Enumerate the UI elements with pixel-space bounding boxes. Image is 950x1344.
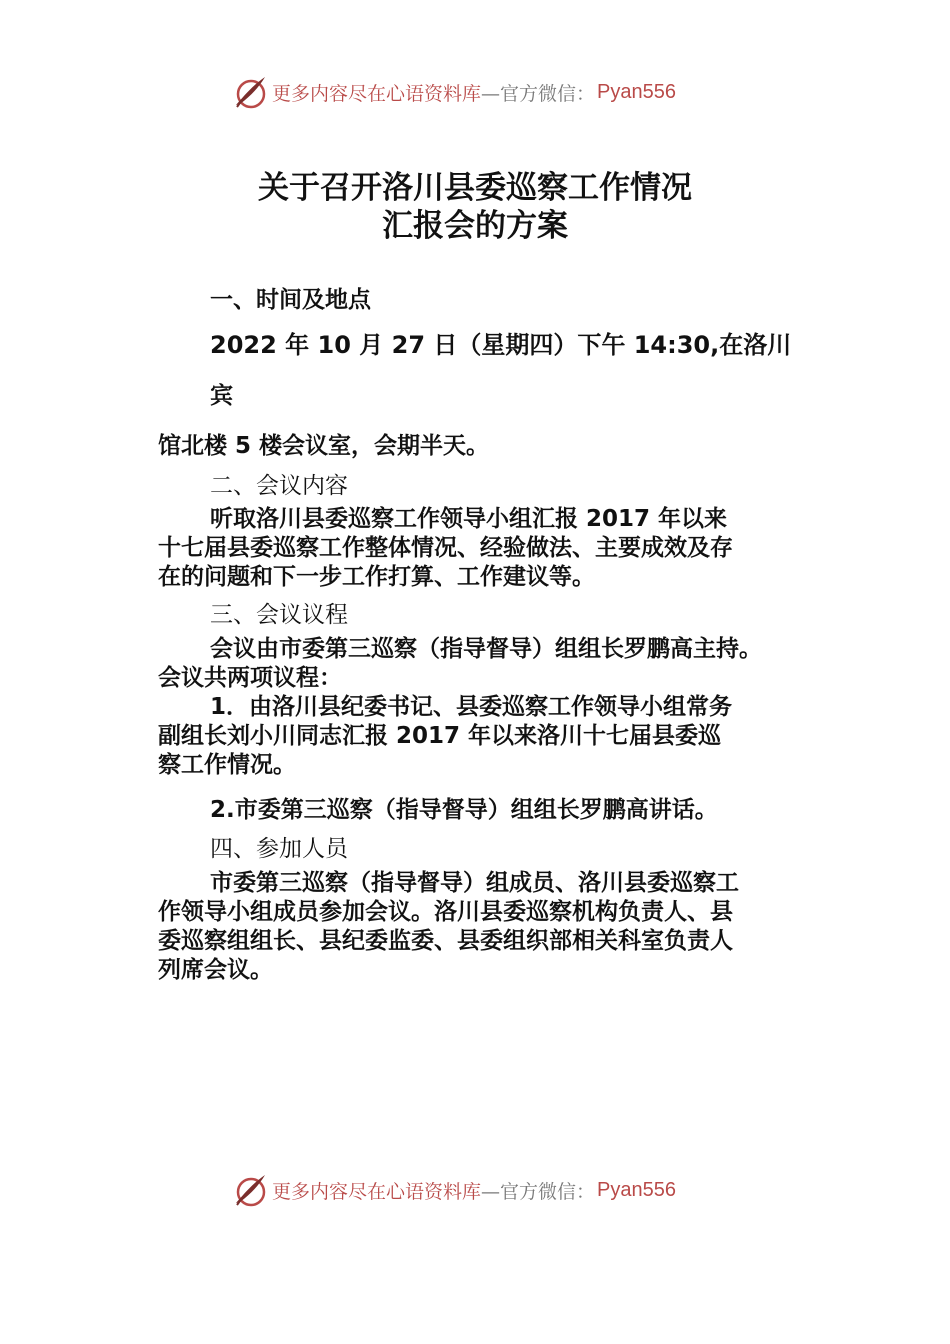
quill-logo-icon: [232, 74, 268, 110]
quill-logo-icon: [232, 1172, 268, 1208]
agenda-item-1-line: 察工作情况。: [158, 752, 296, 778]
paragraph-line: 在的问题和下一步工作打算、工作建议等。: [158, 564, 595, 590]
document-title-line-2: 汇报会的方案: [382, 208, 568, 244]
section-heading-agenda: 三、会议议程: [210, 602, 348, 628]
paragraph-line: 会议由市委第三巡察（指导督导）组组长罗鹏高主持。: [210, 636, 762, 662]
agenda-item-1-line: 1．由洛川县纪委书记、县委巡察工作领导小组常务: [210, 694, 733, 720]
section-heading-time-location: 一、时间及地点: [210, 287, 371, 313]
banner-separator: —官方微信：: [481, 1180, 596, 1203]
banner-text: 更多内容尽在心语资料库: [272, 1180, 482, 1203]
paragraph-line: 会议共两项议程：: [158, 665, 342, 691]
agenda-item-1-line: 副组长刘小川同志汇报 2017 年以来洛川十七届县委巡: [158, 723, 722, 749]
section-heading-participants: 四、参加人员: [210, 836, 348, 862]
section-heading-content: 二、会议内容: [210, 473, 348, 499]
paragraph-line: 列席会议。: [158, 957, 273, 983]
paragraph-line: 2022 年 10 月 27 日（星期四）下午 14:30,在洛川: [210, 331, 792, 359]
banner-wechat-id: Pyan556: [597, 80, 676, 103]
banner-text: 更多内容尽在心语资料库: [272, 82, 482, 105]
paragraph-line: 市委第三巡察（指导督导）组成员、洛川县委巡察工: [210, 870, 739, 896]
paragraph-line: 听取洛川县委巡察工作领导小组汇报 2017 年以来: [210, 506, 728, 532]
paragraph-line: 宾: [210, 383, 233, 409]
header-banner: [232, 72, 676, 112]
footer-banner: [232, 1170, 676, 1210]
paragraph-line: 十七届县委巡察工作整体情况、经验做法、主要成效及存: [158, 535, 733, 561]
paragraph-line: 作领导小组成员参加会议。洛川县委巡察机构负责人、县: [158, 899, 733, 925]
paragraph-line: 委巡察组组长、县纪委监委、县委组织部相关科室负责人: [158, 928, 733, 954]
banner-wechat-id: Pyan556: [597, 1178, 676, 1201]
document-title-line-1: 关于召开洛川县委巡察工作情况: [258, 170, 692, 206]
banner-separator: —官方微信：: [481, 82, 596, 105]
paragraph-line: 馆北楼 5 楼会议室，会期半天。: [158, 433, 490, 459]
agenda-item-2: 2.市委第三巡察（指导督导）组组长罗鹏高讲话。: [210, 797, 718, 823]
